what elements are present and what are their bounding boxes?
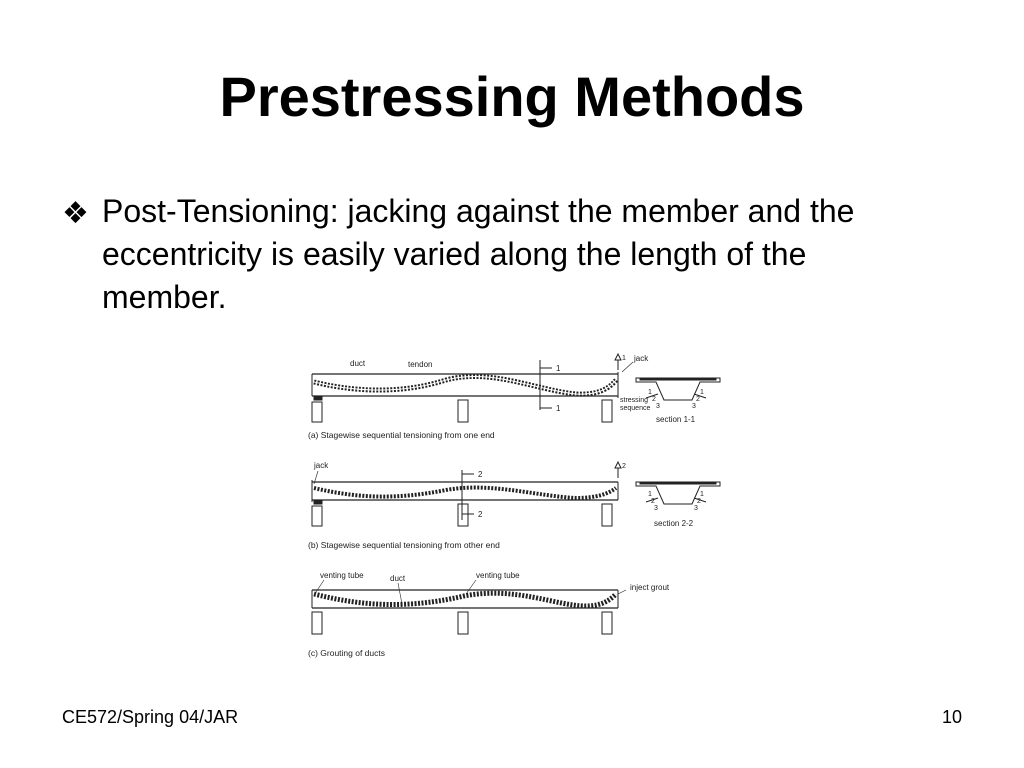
panel-c-label-venting-tube-2: venting tube: [476, 571, 520, 580]
slide-title: Prestressing Methods: [219, 65, 805, 128]
post-tensioning-diagram: [296, 350, 726, 665]
panel-a-section-mark-bottom: 1: [556, 404, 561, 413]
panel-a-seq-1-right: 1: [700, 389, 704, 396]
panel-b-section-cut: [462, 462, 621, 520]
panel-b-duct: [314, 488, 616, 498]
panel-a-label-tendon: tendon: [408, 360, 433, 369]
footer-course-label: CE572/Spring 04/JAR: [62, 707, 239, 727]
panel-b-seq-2-left: 2: [651, 498, 655, 505]
panel-a-duct: [314, 376, 616, 394]
panel-b-seq-1-left: 1: [648, 491, 652, 498]
panel-c-leaders: [316, 580, 626, 604]
panel-c-caption: (c) Grouting of ducts: [308, 648, 386, 658]
panel-a-label-duct: duct: [350, 359, 366, 368]
panel-c-duct: [314, 593, 616, 606]
panel-b-section-mark-top: 2: [478, 470, 483, 479]
panel-a-section-mark-jack: 1: [622, 355, 626, 362]
panel-b-section-mark-jack: 2: [622, 463, 626, 470]
panel-a-seq-2-left: 2: [652, 396, 656, 403]
panel-b-seq-3-left: 3: [654, 505, 658, 512]
panel-a-seq-3-right: 3: [692, 403, 696, 410]
panel-c-label-venting-tube-1: venting tube: [320, 571, 364, 580]
panel-a-section-label: section 1-1: [656, 415, 696, 424]
panel-b-section-mark-bottom: 2: [478, 510, 483, 519]
panel-b-seq-1-right: 1: [700, 491, 704, 498]
bullet-item: [62, 190, 922, 319]
panel-a-caption: (a) Stagewise sequential tensioning from one end: [308, 430, 495, 440]
panel-c-label-duct: duct: [390, 574, 406, 583]
diamond-bullet-icon: ❖: [62, 197, 89, 230]
panel-a-label-jack: jack: [634, 354, 649, 363]
footer-page-number: 10: [941, 707, 962, 727]
panel-a-supports: [312, 396, 612, 422]
panel-a-seq-3-left: 3: [656, 403, 660, 410]
panel-b-seq-2-right: 2: [697, 498, 701, 505]
panel-a-seq-1-left: 1: [648, 389, 652, 396]
panel-b-caption: (b) Stagewise sequential tensioning from other end: [308, 540, 500, 550]
panel-a-section-mark-top: 1: [556, 364, 561, 373]
panel-b-section-label: section 2-2: [654, 519, 694, 528]
bullet-text: Post-Tensioning: jacking against the member and the eccentricity is easily varied along the length of the member.: [102, 193, 855, 315]
panel-c-label-inject-grout: inject grout: [630, 583, 670, 592]
panel-a-beam: [312, 372, 618, 398]
panel-a-label-sequence: sequence: [620, 405, 651, 412]
panel-c-supports: [312, 612, 612, 634]
panel-a-label-stressing: stressing: [620, 397, 649, 404]
panel-b-label-jack: jack: [314, 461, 329, 470]
panel-b-seq-3-right: 3: [694, 505, 698, 512]
panel-a-seq-2-right: 2: [696, 396, 700, 403]
